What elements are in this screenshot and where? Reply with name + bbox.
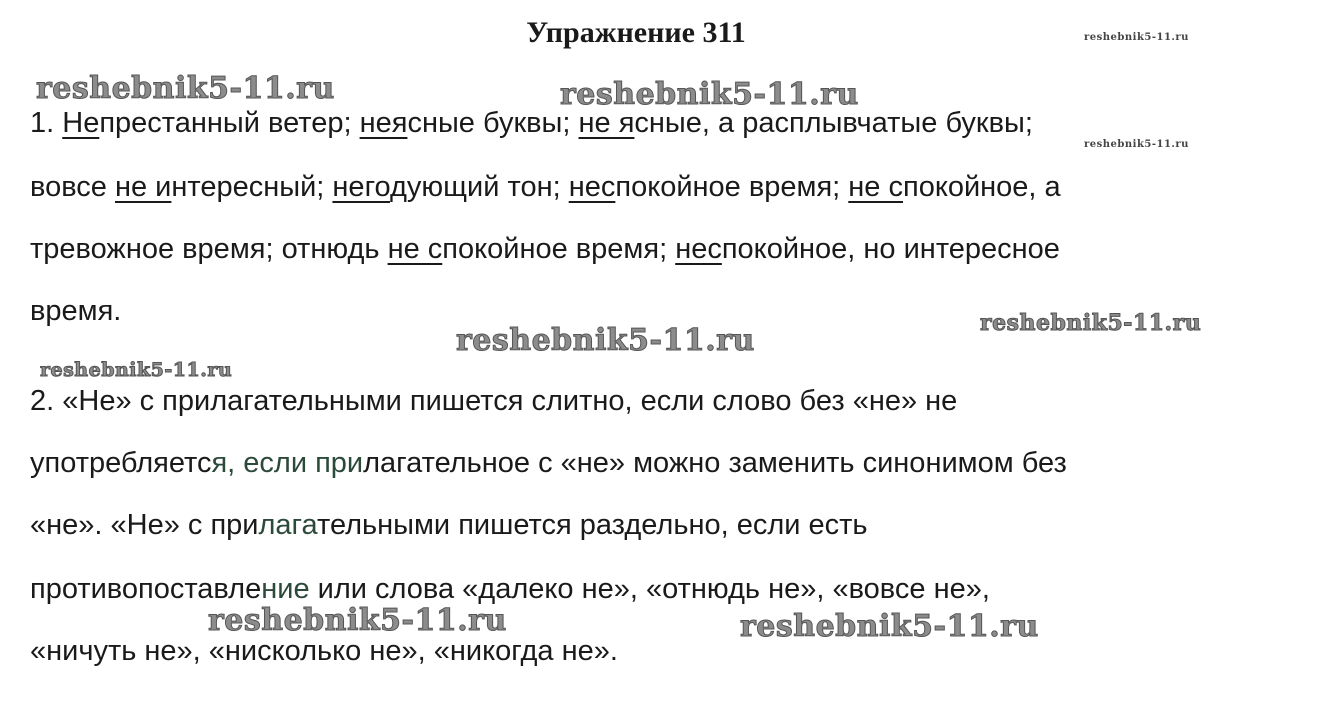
text: или слова «далеко не», «отнюдь не», «вовсе не», — [309, 573, 990, 605]
paragraph-1-line-1 — [30, 106, 1033, 140]
watermark: reshebnik5-11.ru — [1084, 139, 1189, 150]
watermark: reshebnik5-11.ru — [1084, 32, 1189, 43]
text: сные буквы; — [407, 107, 579, 139]
paragraph-2-line-5: «ничуть не», «нисколько не», «никогда не». — [30, 635, 618, 667]
text: нтересный; — [171, 171, 333, 203]
text: сные, а расплывчатые буквы; — [634, 107, 1033, 139]
text: противопоставле — [30, 573, 262, 605]
watermark: reshebnik5-11.ru — [980, 310, 1202, 336]
text: лагательное с «не» можно заменить синонимом без — [363, 447, 1067, 479]
text: употребляетс — [30, 447, 212, 479]
text: тельными пишется раздельно, если есть — [316, 509, 868, 541]
underlined-text: нес — [568, 171, 616, 203]
text: дующий тон; — [390, 171, 569, 203]
paragraph-2-line-1: 2. «Не» с прилагательными пишется слитно, если слово без «не» не — [30, 385, 958, 417]
colored-text: ние — [261, 573, 310, 605]
watermark: reshebnik5-11.ru — [560, 77, 859, 112]
watermark: reshebnik5-11.ru — [740, 609, 1039, 644]
watermark: reshebnik5-11.ru — [36, 71, 335, 106]
underlined-text: не с — [387, 233, 443, 265]
page-title: Упражнение 311 — [526, 16, 746, 49]
text: тревожное время; отнюдь — [30, 233, 388, 265]
paragraph-1-line-3 — [30, 232, 1060, 266]
paragraph-2-line-2 — [30, 446, 1067, 480]
underlined-text: нея — [359, 107, 408, 139]
paragraph-1-line-4: время. — [30, 295, 122, 327]
watermark: reshebnik5-11.ru — [40, 359, 233, 381]
watermark: reshebnik5-11.ru — [208, 603, 507, 638]
watermark: reshebnik5-11.ru — [456, 323, 755, 358]
underlined-text: не с — [848, 171, 903, 203]
colored-text: я, если при — [211, 447, 364, 479]
text: вовсе — [30, 171, 115, 203]
text: покойное, но интересное — [721, 233, 1060, 265]
underlined-text: Не — [62, 107, 100, 139]
text: покойное время; — [442, 233, 676, 265]
text: покойное время; — [615, 171, 849, 203]
text: покойное, а — [902, 171, 1061, 203]
paragraph-2-line-4 — [30, 572, 990, 606]
text: престанный ветер; — [99, 107, 360, 139]
text: «не». «Не» с при — [30, 509, 259, 541]
paragraph-1-line-2 — [30, 170, 1061, 204]
paragraph-2-line-3 — [30, 508, 868, 542]
text: 1. — [30, 107, 63, 139]
underlined-text: него — [332, 171, 390, 203]
underlined-text: не и — [114, 171, 172, 203]
colored-text: лага — [258, 509, 317, 541]
underlined-text: не я — [578, 107, 635, 139]
underlined-text: нес — [675, 233, 722, 265]
